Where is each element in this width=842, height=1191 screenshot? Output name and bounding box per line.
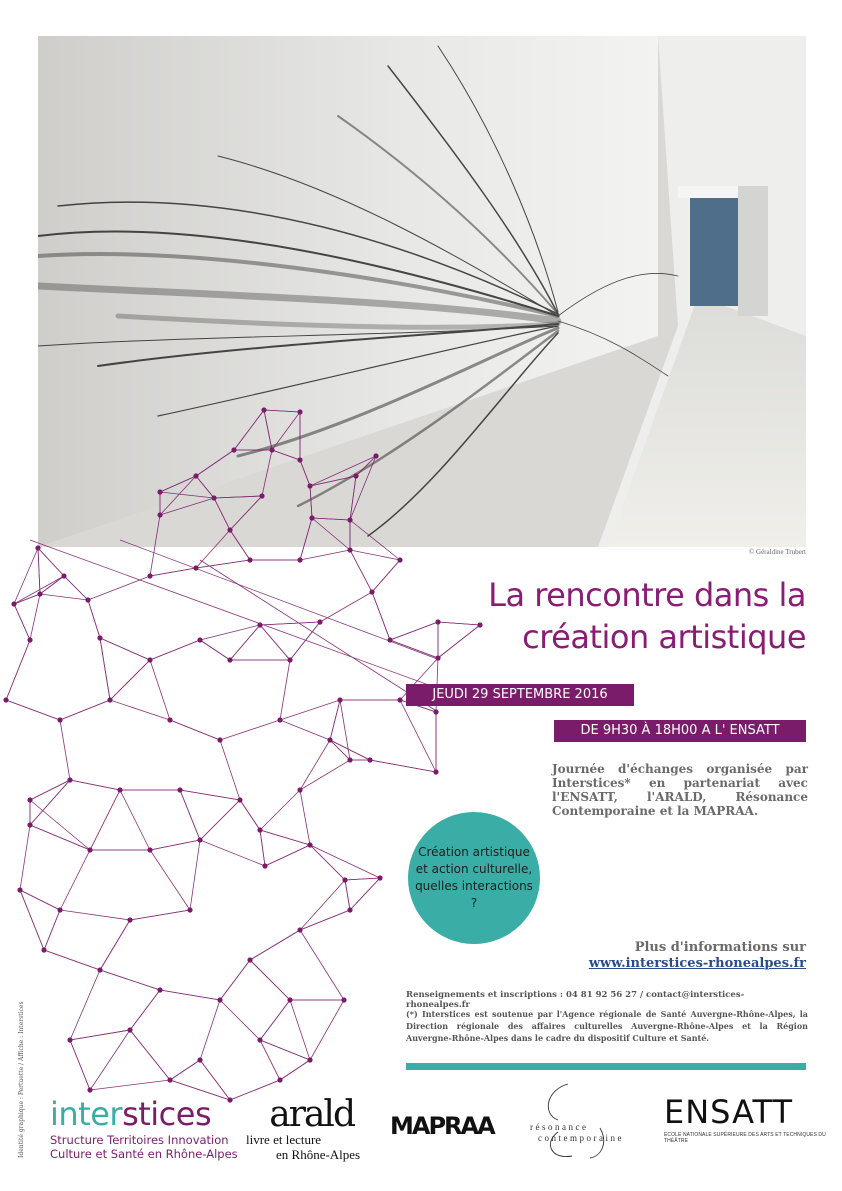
photo-credit: © Géraldine Trubert: [748, 548, 806, 556]
network-node: [297, 787, 302, 792]
network-node: [373, 453, 378, 458]
network-edge: [230, 530, 250, 560]
network-edge: [150, 568, 196, 576]
network-edge: [310, 845, 345, 880]
network-edge: [14, 548, 38, 604]
network-edge: [150, 840, 200, 850]
network-edge: [6, 700, 60, 720]
network-edge: [280, 720, 330, 740]
network-edge: [40, 594, 88, 600]
network-node: [85, 597, 90, 602]
network-node: [347, 907, 352, 912]
network-node: [257, 622, 262, 627]
network-edge: [196, 560, 250, 568]
network-edge: [110, 660, 150, 700]
resonance-line-1: résonance: [530, 1122, 589, 1132]
network-node: [27, 822, 32, 827]
network-node: [197, 837, 202, 842]
signup-info: Renseignements et inscriptions : 04 81 92 56 27 / contact@interstices-rhonealpes.fr: [406, 990, 745, 1010]
network-node: [259, 493, 264, 498]
network-node: [97, 967, 102, 972]
arald-tagline-1: livre et lecture: [246, 1132, 322, 1147]
network-edge: [300, 910, 350, 930]
network-edge: [110, 700, 170, 720]
network-node: [187, 907, 192, 912]
network-edge: [180, 790, 200, 840]
network-edge: [300, 930, 344, 1000]
network-edge: [200, 625, 260, 640]
network-node: [257, 827, 262, 832]
network-node: [261, 407, 266, 412]
network-node: [127, 917, 132, 922]
network-node: [367, 757, 372, 762]
network-edge: [220, 720, 280, 740]
network-edge: [30, 800, 90, 850]
network-edge: [265, 845, 310, 866]
page-title: La rencontre dans la création artistique: [488, 576, 806, 656]
network-node: [237, 797, 242, 802]
network-node: [197, 637, 202, 642]
network-edge: [214, 496, 262, 498]
network-node: [57, 907, 62, 912]
network-edge: [300, 518, 312, 560]
funding-note: (*) Interstices est soutenue par l'Agence régionale de Santé Auvergne-Rhône-Alpes, la Direction régionale des affaires culturelles Auvergne-Rhône-Alpes et la Région Auvergne-Rhône-Alpes dans le cadre du dispositif Culture et Santé.: [406, 1009, 808, 1043]
network-node: [211, 495, 216, 500]
network-node: [307, 1057, 312, 1062]
network-edge: [260, 830, 265, 866]
network-node: [347, 757, 352, 762]
network-edge: [14, 604, 30, 640]
network-edge: [350, 550, 400, 560]
network-edge: [234, 410, 264, 450]
event-description: Journée d'échanges organisée par Interstices* en partenariat avec l'ENSATT, l'ARALD, Résonance Contemporaine et la MAPRAA.: [552, 762, 808, 818]
network-edge: [272, 412, 300, 450]
network-node: [297, 457, 302, 462]
network-node: [97, 635, 102, 640]
network-node: [127, 1027, 132, 1032]
network-edge: [350, 550, 372, 592]
network-edge: [260, 625, 290, 660]
network-edge: [300, 760, 350, 790]
network-edge: [150, 640, 200, 660]
network-node: [231, 447, 236, 452]
network-node: [227, 657, 232, 662]
network-edge: [60, 720, 70, 780]
divider: [406, 1063, 806, 1070]
network-edge: [260, 622, 320, 625]
network-edge: [250, 960, 290, 1000]
network-edge: [214, 498, 230, 530]
network-edge: [300, 460, 310, 486]
network-edge: [30, 780, 70, 825]
network-node: [247, 957, 252, 962]
network-node: [147, 657, 152, 662]
network-edge: [350, 520, 400, 560]
network-edge: [100, 638, 150, 660]
event-time-banner: DE 9H30 À 18H00 A L' ENSATT: [554, 720, 806, 742]
network-edge: [150, 850, 190, 910]
network-edge: [6, 640, 30, 700]
network-node: [27, 637, 32, 642]
network-node: [17, 887, 22, 892]
network-node: [397, 557, 402, 562]
network-node: [369, 589, 374, 594]
network-node: [197, 1057, 202, 1062]
network-node: [297, 927, 302, 932]
network-node: [342, 877, 347, 882]
network-node: [157, 489, 162, 494]
network-edge: [90, 1080, 170, 1090]
network-node: [67, 777, 72, 782]
network-edge: [310, 845, 380, 878]
network-edge: [30, 594, 40, 640]
network-edge: [350, 456, 376, 520]
network-edge: [290, 1000, 310, 1060]
resonance-swirl-icon: [528, 1080, 648, 1162]
network-node: [217, 997, 222, 1002]
network-edge: [264, 410, 300, 412]
network-edge: [40, 576, 64, 594]
network-edge: [44, 950, 100, 970]
network-node: [317, 619, 322, 624]
network-edge: [170, 720, 220, 740]
network-edge: [220, 1000, 260, 1040]
design-credit: Identité graphique : Pertuette / Affiche : Interstices: [18, 1001, 25, 1158]
network-node: [193, 473, 198, 478]
network-edge: [38, 548, 64, 576]
network-edge: [312, 518, 350, 550]
network-node: [341, 997, 346, 1002]
network-edge: [200, 840, 265, 866]
bubble-line-2: et action culturelle,: [415, 862, 533, 876]
network-edge: [196, 476, 214, 498]
network-edge: [200, 640, 230, 660]
network-edge: [330, 740, 370, 760]
more-info-label: Plus d'informations sur: [634, 940, 806, 955]
network-edge: [88, 600, 100, 638]
network-node: [67, 1037, 72, 1042]
network-edge: [356, 456, 376, 476]
network-node: [147, 847, 152, 852]
network-edge: [200, 1000, 220, 1060]
network-edge: [312, 518, 350, 520]
network-edge: [20, 890, 60, 910]
network-node: [217, 737, 222, 742]
network-edge: [130, 990, 160, 1030]
network-node: [297, 409, 302, 414]
network-edge: [100, 970, 160, 990]
network-edge: [90, 1030, 130, 1090]
network-node: [307, 842, 312, 847]
bubble-line-1: Création artistique: [418, 845, 530, 859]
network-edge: [330, 700, 340, 740]
network-edge: [350, 878, 380, 910]
network-edge: [260, 1040, 280, 1080]
network-edge: [180, 790, 240, 800]
network-edge: [280, 1060, 310, 1080]
network-edge: [64, 576, 88, 600]
network-node: [177, 787, 182, 792]
network-edge: [60, 700, 110, 720]
network-node: [3, 697, 8, 702]
network-node: [41, 947, 46, 952]
interstices-logo: [50, 1095, 238, 1161]
network-edge: [100, 638, 110, 700]
network-edge: [60, 910, 130, 920]
network-node: [347, 547, 352, 552]
website-link[interactable]: www.interstices-rhonealpes.fr: [588, 956, 806, 971]
network-node: [327, 737, 332, 742]
arald-logo: [246, 1094, 376, 1162]
network-node: [377, 875, 382, 880]
network-edge: [20, 825, 30, 890]
network-node: [433, 769, 438, 774]
network-edge: [280, 660, 290, 720]
network-edge: [70, 780, 120, 790]
network-edge: [170, 1060, 200, 1080]
network-node: [147, 573, 152, 578]
network-edge: [260, 1000, 290, 1040]
network-node: [269, 447, 274, 452]
interstices-tagline-2: Culture et Santé en Rhône-Alpes: [50, 1147, 238, 1161]
network-node: [157, 987, 162, 992]
network-edge: [160, 476, 196, 492]
network-node: [297, 557, 302, 562]
network-node: [157, 512, 162, 517]
network-edge: [20, 890, 44, 950]
network-edge: [280, 700, 340, 720]
network-node: [167, 717, 172, 722]
network-edge: [160, 492, 214, 498]
network-edge: [345, 880, 350, 910]
network-node: [247, 557, 252, 562]
network-edge: [310, 476, 356, 486]
network-node: [257, 1037, 262, 1042]
mapraa-logo: MAPRAA: [390, 1112, 494, 1140]
network-edge: [196, 450, 234, 476]
network-edge: [44, 910, 60, 950]
network-edge: [262, 450, 272, 496]
network-edge: [38, 548, 40, 594]
network-node: [397, 697, 402, 702]
network-node: [57, 717, 62, 722]
network-node: [337, 697, 342, 702]
network-edge: [70, 1030, 130, 1040]
network-edge: [88, 576, 150, 600]
network-edge: [90, 790, 120, 850]
network-edge: [300, 740, 330, 790]
ensatt-wordmark: ENSATT: [664, 1093, 793, 1131]
network-node: [11, 601, 16, 606]
network-edge: [200, 800, 240, 840]
network-node: [27, 797, 32, 802]
network-edge: [300, 790, 310, 845]
network-edge: [290, 622, 320, 660]
network-edge: [345, 878, 380, 880]
interstices-logo-part-2: stices: [122, 1095, 212, 1133]
network-edge: [240, 800, 260, 830]
network-node: [35, 545, 40, 550]
network-node: [167, 1077, 172, 1082]
network-edge: [150, 660, 170, 720]
network-edge: [70, 970, 100, 1040]
bubble-line-3: quelles interactions ?: [415, 879, 533, 910]
network-edge: [310, 1000, 344, 1060]
network-edge: [220, 960, 250, 1000]
more-info: [589, 940, 806, 972]
network-node: [353, 473, 358, 478]
network-edge: [264, 410, 272, 450]
network-edge: [260, 790, 300, 830]
network-node: [37, 591, 42, 596]
network-edge: [310, 456, 376, 486]
network-edge: [220, 740, 240, 800]
network-edge: [30, 780, 70, 800]
network-node: [87, 1087, 92, 1092]
network-edge: [300, 550, 350, 560]
network-edge: [272, 450, 300, 460]
network-node: [193, 565, 198, 570]
network-node: [309, 515, 314, 520]
resonance-logo: [528, 1080, 648, 1162]
network-edge: [130, 910, 190, 920]
network-edge: [260, 830, 310, 845]
network-edge: [400, 700, 436, 772]
network-edge: [370, 760, 436, 772]
interstices-tagline-1: Structure Territoires Innovation: [50, 1133, 229, 1147]
network-edge: [150, 515, 160, 576]
arald-tagline-2: en Rhône-Alpes: [276, 1147, 361, 1162]
network-edge: [100, 920, 130, 970]
network-node: [433, 709, 438, 714]
network-edge: [30, 825, 90, 850]
network-node: [117, 787, 122, 792]
network-node: [107, 697, 112, 702]
event-date-banner: JEUDI 29 SEPTEMBRE 2016: [406, 684, 634, 706]
network-edge: [160, 990, 220, 1000]
network-edge: [250, 930, 300, 960]
network-edge: [260, 1040, 310, 1060]
network-node: [347, 517, 352, 522]
network-node: [307, 483, 312, 488]
interstices-logo-part-1: inter: [50, 1095, 123, 1133]
network-node: [277, 717, 282, 722]
network-edge: [230, 496, 262, 530]
network-edge: [120, 790, 150, 850]
network-edge: [196, 530, 230, 568]
network-node: [87, 847, 92, 852]
ensatt-logo: [664, 1094, 842, 1144]
ensatt-subtitle: ÉCOLE NATIONALE SUPÉRIEURE DES ARTS ET TECHNIQUES DU THÉÂTRE: [664, 1132, 826, 1144]
resonance-line-2: contemporaine: [538, 1133, 624, 1143]
theme-bubble: [408, 812, 540, 944]
network-edge: [230, 625, 260, 660]
network-edge: [300, 880, 345, 930]
network-node: [277, 1077, 282, 1082]
network-edge: [310, 486, 312, 518]
arald-wordmark: arald: [269, 1094, 354, 1135]
network-node: [262, 863, 267, 868]
network-edge: [130, 1030, 170, 1080]
network-edge: [190, 840, 200, 910]
network-node: [61, 573, 66, 578]
network-node: [287, 657, 292, 662]
network-node: [287, 997, 292, 1002]
network-edge: [200, 1060, 230, 1100]
network-edge: [60, 850, 90, 910]
network-node: [227, 527, 232, 532]
network-edge: [70, 1040, 90, 1090]
